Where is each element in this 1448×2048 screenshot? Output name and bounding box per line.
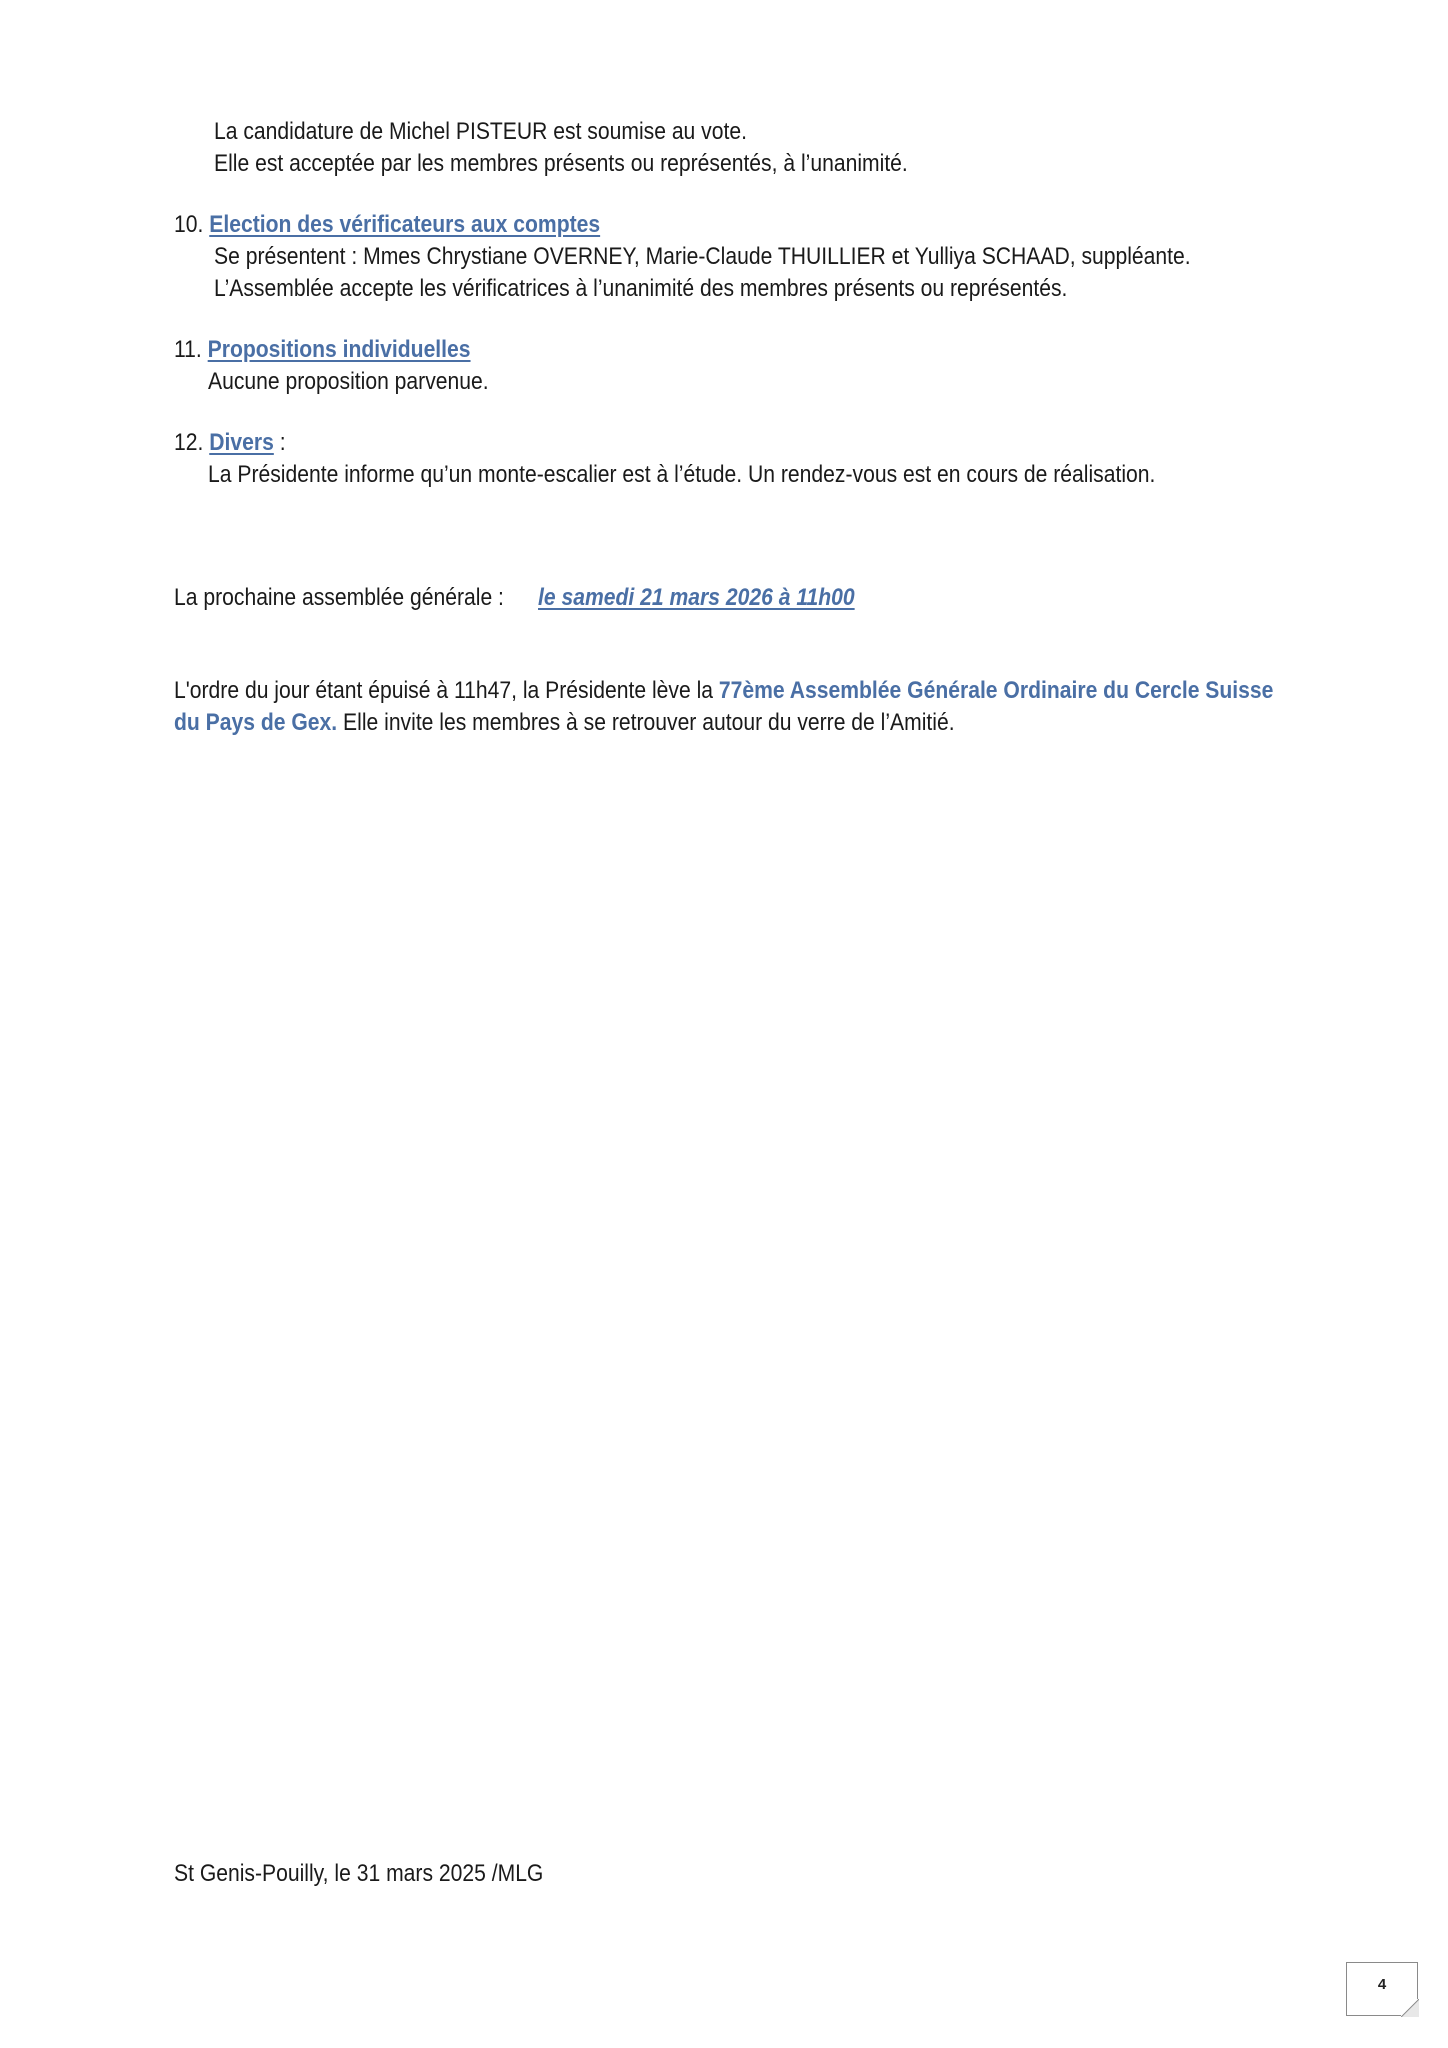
closing-line-2	[174, 707, 955, 739]
next-meeting-date-text: le samedi 21 mars 2026 à 11h00	[538, 584, 855, 611]
section-11-heading	[174, 334, 471, 366]
closing-line-2-accent: du Pays de Gex.	[174, 709, 338, 736]
section-10-line-2: L’Assemblée accepte les vérificatrices à l’unanimité des membres présents ou représentés.	[214, 275, 1068, 302]
section-12-line-1: La Présidente informe qu’un monte-escalier est à l’étude. Un rendez-vous est en cours de réalisation.	[208, 461, 1156, 488]
section-10-heading	[174, 209, 600, 241]
section-12-title: Divers	[209, 429, 274, 456]
intro-line-2: Elle est acceptée par les membres présents ou représentés, à l’unanimité.	[214, 150, 908, 177]
section-10-number: 10.	[174, 211, 204, 238]
section-11-number: 11.	[174, 336, 202, 363]
page-corner-fold	[1401, 1999, 1419, 2017]
section-11-line-1: Aucune proposition parvenue.	[208, 368, 489, 395]
page-number: 4	[1377, 1976, 1387, 1993]
closing-line-1	[174, 675, 1273, 707]
signature-line: St Genis-Pouilly, le 31 mars 2025 /MLG	[174, 1860, 544, 1887]
section-12-number: 12.	[174, 429, 204, 456]
section-12-heading	[174, 427, 286, 459]
section-10-line-1: Se présentent : Mmes Chrystiane OVERNEY, Marie-Claude THUILLIER et Yulliya SCHAAD, suppléante.	[214, 243, 1191, 270]
closing-line-2-rest: Elle invite les membres à se retrouver autour du verre de l’Amitié.	[337, 709, 955, 736]
closing-line-1-prefix: L'ordre du jour étant épuisé à 11h47, la Présidente lève la	[174, 677, 719, 704]
section-11-title: Propositions individuelles	[207, 336, 471, 363]
section-12-suffix: :	[273, 429, 286, 456]
intro-line-1: La candidature de Michel PISTEUR est soumise au vote.	[214, 118, 747, 145]
closing-line-1-accent: 77ème Assemblée Générale Ordinaire du Cercle Suisse	[718, 677, 1274, 704]
next-meeting-date	[538, 582, 855, 614]
next-meeting-label: La prochaine assemblée générale :	[174, 584, 504, 611]
page-number-box	[1346, 1962, 1418, 2016]
section-10-title: Election des vérificateurs aux comptes	[209, 211, 601, 238]
